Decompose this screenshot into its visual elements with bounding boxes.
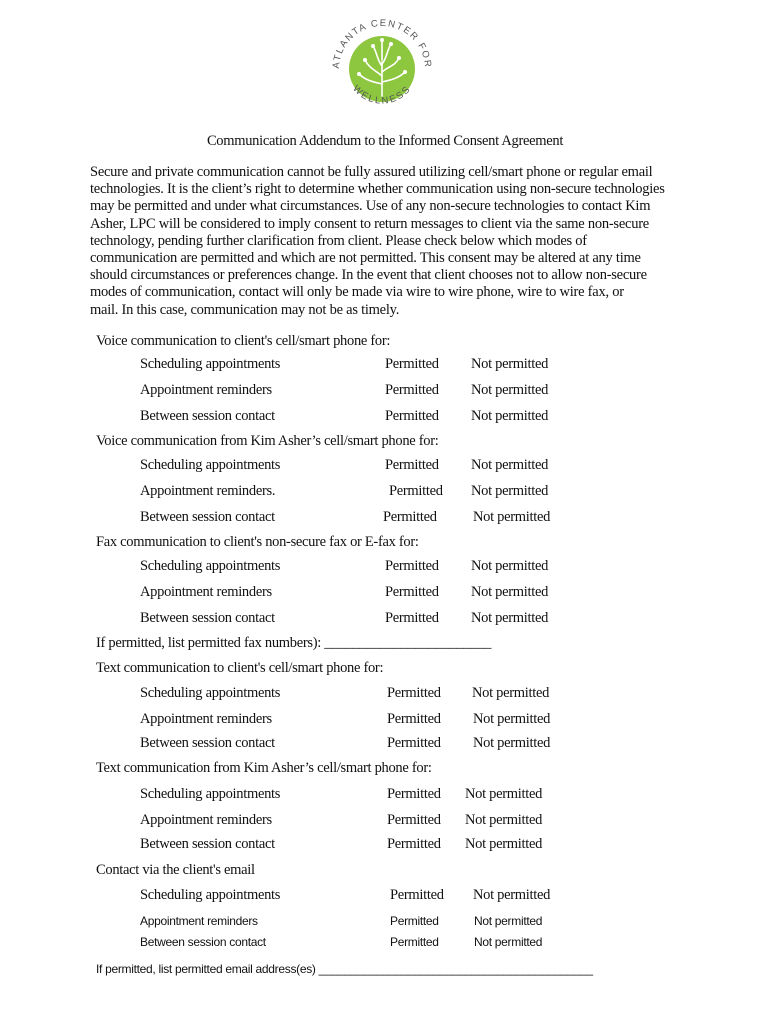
option-row (0, 914, 770, 932)
option-label: Between session contact (140, 935, 266, 949)
not-permitted-option[interactable]: Not permitted (471, 483, 549, 499)
permitted-option[interactable]: Permitted (385, 558, 439, 574)
option-label: Scheduling appointments (140, 356, 281, 372)
option-row (0, 584, 770, 602)
option-label: Appointment reminders (140, 914, 258, 928)
option-row (0, 887, 770, 905)
option-label: Between session contact (140, 408, 275, 424)
option-row (0, 711, 770, 729)
intro-paragraph (90, 164, 680, 319)
option-row (0, 509, 770, 527)
option-label: Scheduling appointments (140, 887, 281, 903)
option-label: Between session contact (140, 610, 275, 626)
intro-line: Asher, LPC will be considered to imply consent to return messages to client via the same non-secure (90, 215, 649, 232)
option-label: Between session contact (140, 735, 275, 751)
option-row (0, 483, 770, 501)
intro-line: technology, pending further clarification from client. Please check below which modes of (90, 232, 587, 249)
option-row (0, 408, 770, 426)
logo-text-top: ATLANTA CENTER FOR (330, 17, 434, 70)
option-label: Appointment reminders (140, 711, 272, 727)
option-row (0, 558, 770, 576)
not-permitted-option[interactable]: Not permitted (473, 509, 551, 525)
permitted-option[interactable]: Permitted (389, 483, 443, 499)
option-label: Appointment reminders (140, 812, 272, 828)
not-permitted-option[interactable]: Not permitted (471, 610, 549, 626)
email-addresses-field[interactable]: If permitted, list permitted email address(es) ___________________________________________ (96, 962, 593, 976)
permitted-option[interactable]: Permitted (387, 836, 441, 852)
option-row (0, 786, 770, 804)
intro-line: technologies. It is the client’s right to determine whether communication using non-secure technologies (90, 181, 665, 198)
option-label: Between session contact (140, 509, 275, 525)
permitted-option[interactable]: Permitted (390, 935, 439, 949)
atlanta-center-for-wellness-logo (325, 12, 439, 126)
option-label: Scheduling appointments (140, 786, 281, 802)
not-permitted-option[interactable]: Not permitted (471, 356, 549, 372)
permitted-option[interactable]: Permitted (385, 408, 439, 424)
option-row (0, 836, 770, 854)
permitted-option[interactable]: Permitted (383, 509, 437, 525)
option-row (0, 457, 770, 475)
permitted-option[interactable]: Permitted (385, 610, 439, 626)
not-permitted-option[interactable]: Not permitted (471, 408, 549, 424)
intro-line: may be permitted and under what circumstances. Use of any non-secure technologies to contact Kim (90, 198, 651, 215)
permitted-option[interactable]: Permitted (390, 914, 439, 928)
not-permitted-option[interactable]: Not permitted (465, 836, 543, 852)
option-label: Appointment reminders (140, 584, 272, 600)
permitted-option[interactable]: Permitted (385, 356, 439, 372)
not-permitted-option[interactable]: Not permitted (474, 914, 543, 928)
document-title: Communication Addendum to the Informed Consent Agreement (206, 133, 564, 149)
not-permitted-option[interactable]: Not permitted (473, 887, 551, 903)
section-heading-text-from-therapist: Text communication from Kim Asher’s cell/smart phone for: (96, 760, 432, 776)
option-row (0, 812, 770, 830)
option-row (0, 382, 770, 400)
option-row (0, 685, 770, 703)
option-row (0, 356, 770, 374)
intro-line: Secure and private communication cannot be fully assured utilizing cell/smart phone or regular email (90, 164, 653, 180)
section-heading-voice-to-client: Voice communication to client's cell/smart phone for: (96, 333, 391, 349)
permitted-option[interactable]: Permitted (385, 457, 439, 473)
not-permitted-option[interactable]: Not permitted (471, 457, 549, 473)
permitted-option[interactable]: Permitted (385, 584, 439, 600)
intro-line: modes of communication, contact will only be made via wire to wire phone, wire to wire fax, or (90, 284, 624, 301)
intro-line: communication are permitted and which are not permitted. This consent may be altered at any time (90, 250, 641, 267)
section-heading-text-to-client: Text communication to client's cell/smart phone for: (96, 660, 384, 676)
not-permitted-option[interactable]: Not permitted (473, 735, 551, 751)
intro-line: should circumstances or preferences change. In the event that client chooses not to allow non-secure (90, 267, 647, 284)
not-permitted-option[interactable]: Not permitted (465, 812, 543, 828)
not-permitted-option[interactable]: Not permitted (465, 786, 543, 802)
fax-numbers-field[interactable]: If permitted, list permitted fax numbers): ________________________ (96, 635, 492, 651)
permitted-option[interactable]: Permitted (387, 735, 441, 751)
option-label: Scheduling appointments (140, 558, 281, 574)
option-label: Between session contact (140, 836, 275, 852)
logo-text-bottom: WELLNESS (350, 83, 414, 107)
option-row (0, 935, 770, 953)
option-row (0, 735, 770, 753)
intro-line: mail. In this case, communication may not be as timely. (90, 301, 400, 318)
permitted-option[interactable]: Permitted (385, 382, 439, 398)
option-label: Appointment reminders (140, 382, 272, 398)
not-permitted-option[interactable]: Not permitted (471, 558, 549, 574)
section-heading-voice-from-therapist: Voice communication from Kim Asher’s cell/smart phone for: (96, 433, 439, 449)
permitted-option[interactable]: Permitted (387, 685, 441, 701)
not-permitted-option[interactable]: Not permitted (471, 382, 549, 398)
option-row (0, 610, 770, 628)
not-permitted-option[interactable]: Not permitted (471, 584, 549, 600)
not-permitted-option[interactable]: Not permitted (473, 711, 551, 727)
option-label: Scheduling appointments (140, 457, 281, 473)
permitted-option[interactable]: Permitted (387, 786, 441, 802)
permitted-option[interactable]: Permitted (390, 887, 444, 903)
section-heading-email: Contact via the client's email (96, 862, 255, 878)
option-label: Appointment reminders. (140, 483, 276, 499)
section-heading-fax-to-client: Fax communication to client's non-secure fax or E-fax for: (96, 534, 419, 550)
permitted-option[interactable]: Permitted (387, 711, 441, 727)
not-permitted-option[interactable]: Not permitted (472, 685, 550, 701)
permitted-option[interactable]: Permitted (387, 812, 441, 828)
not-permitted-option[interactable]: Not permitted (474, 935, 543, 949)
option-label: Scheduling appointments (140, 685, 281, 701)
